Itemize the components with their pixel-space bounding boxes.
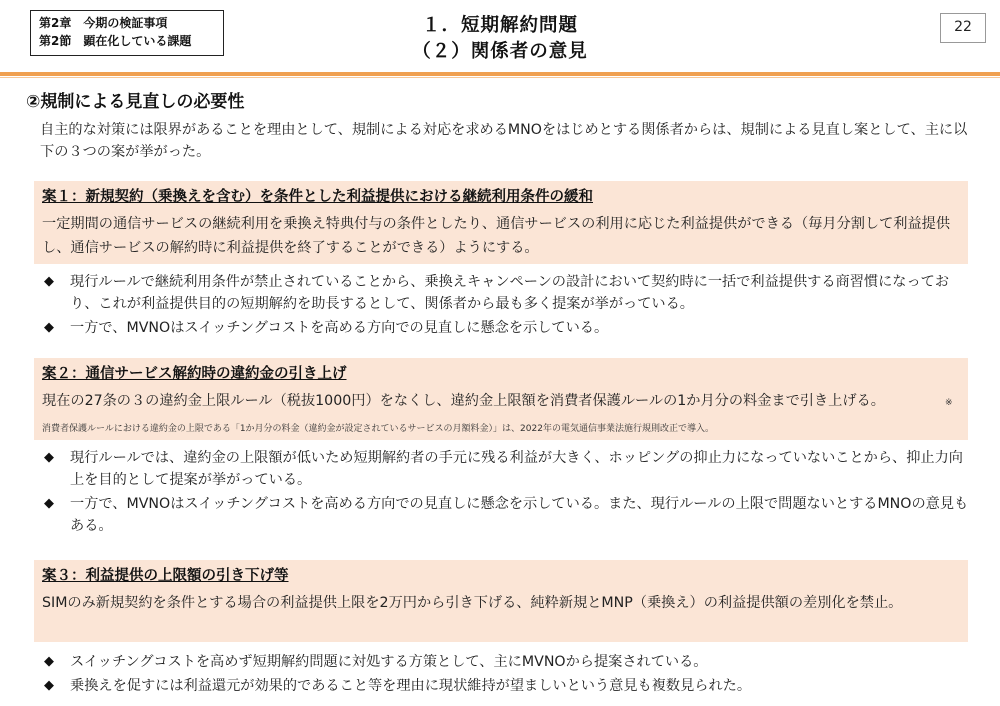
page-title-line1: １．短期解約問題	[421, 15, 578, 36]
page-title-line2: （２）関係者の意見	[412, 41, 588, 62]
list-item: ◆ 現行ルールで継続利用条件が禁止されていることから、乗換えキャンペーンの設計において契約時に一括で利益提供する商習慣になっており、これが利益提供目的の短期解約を助長するとして、関係者から最も多く提案が挙がっている。	[44, 271, 974, 315]
chapter-label-box	[30, 10, 224, 56]
diamond-bullet-icon: ◆	[44, 274, 54, 289]
case-2-footnote: ※ 消費者保護ルールにおける違約金の上限である「1か月分の料金（違約金が設定されているサービスの月額料金）」は、2022年の電気通信事業法施行規則改正で導入。	[42, 398, 953, 434]
chapter-label: 第2章 今期の検証事項	[39, 16, 168, 30]
header-divider-thin	[0, 77, 1000, 78]
list-item: ◆ 一方で、MVNOはスイッチングコストを高める方向での見直しに懸念を示している。また、現行ルールの上限で問題ないとするMNOの意見もある。	[44, 493, 974, 537]
page-title	[300, 13, 700, 65]
case-1-bullets	[44, 271, 974, 341]
intro-paragraph: 自主的な対策には限界があることを理由として、規制による対応を求めるMNOをはじめとする関係者からは、規制による見直し案として、主に以下の３つの案が挙がった。	[40, 122, 968, 160]
case-3-bullets	[44, 651, 974, 699]
case-2-title: 案２：通信サービス解約時の違約金の引き上げ	[42, 366, 347, 382]
case-2-card	[34, 358, 968, 440]
case-2-bullets	[44, 447, 974, 539]
list-item: ◆ 現行ルールでは、違約金の上限額が低いため短期解約者の手元に残る利益が大きく、ホッピングの抑止力になっていないことから、抑止力向上を目的として提案が挙がっている。	[44, 447, 974, 491]
case-3-title: 案３：利益提供の上限額の引き下げ等	[42, 568, 289, 584]
page-number: 22	[940, 13, 986, 43]
case-1-description: 一定期間の通信サービスの継続利用を乗換え特典付与の条件としたり、通信サービスの利用に応じた利益提供ができる（毎月分割して利益提供し、通信サービスの解約時に利益提供を終了することができる）ようにする。	[42, 216, 951, 256]
diamond-bullet-icon: ◆	[44, 450, 54, 465]
list-item: ◆ 一方で、MVNOはスイッチングコストを高める方向での見直しに懸念を示している。	[44, 317, 974, 339]
diamond-bullet-icon: ◆	[44, 678, 54, 693]
diamond-bullet-icon: ◆	[44, 496, 54, 511]
case-3-description: SIMのみ新規契約を条件とする場合の利益提供上限を2万円から引き下げる、純粋新規とMNP（乗換え）の利益提供額の差別化を禁止。	[42, 595, 903, 611]
header-divider	[0, 72, 1000, 76]
list-item: ◆ スイッチングコストを高めず短期解約問題に対処する方策として、主にMVNOから提案されている。	[44, 651, 974, 673]
case-1-card	[34, 181, 968, 264]
case-3-card	[34, 560, 968, 642]
section-label: 第2節 顕在化している課題	[39, 34, 192, 48]
case-1-title: 案１：新規契約（乗換えを含む）を条件とした利益提供における継続利用条件の緩和	[42, 189, 593, 205]
case-2-description: 現在の27条の３の違約金上限ルール（税抜1000円）をなくし、違約金上限額を消費者保護ルールの1か月分の料金まで引き上げる。 ※ 消費者保護ルールにおける違約金の上限である「1か月分の料金（違約金が設定されているサービスの月額料金）」は、2022年の電気通信事業法施行規則改正で導入。	[42, 393, 953, 434]
diamond-bullet-icon: ◆	[44, 320, 54, 335]
diamond-bullet-icon: ◆	[44, 654, 54, 669]
section-heading: ②規制による見直しの必要性	[26, 92, 245, 112]
list-item: ◆ 乗換えを促すには利益還元が効果的であること等を理由に現状維持が望ましいという意見も複数見られた。	[44, 675, 974, 697]
